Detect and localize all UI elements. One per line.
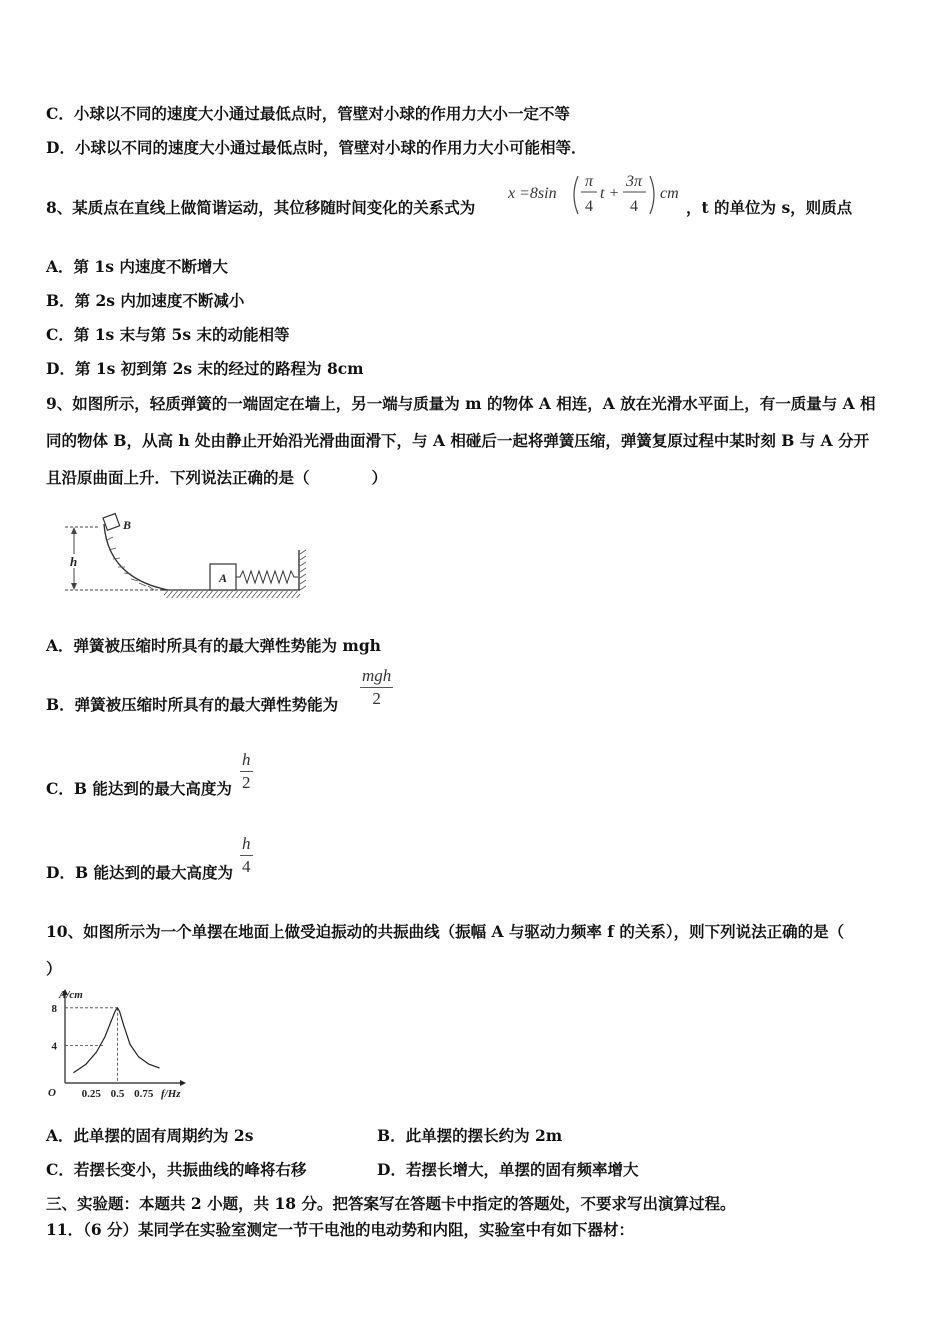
x-tick-label-0.25: 0.25 [81, 1088, 101, 1100]
q8-option-c: C．第 1s 末与第 5s 末的动能相等 [46, 325, 290, 344]
left-paren [574, 176, 578, 214]
formula-lhs: x =8sin [508, 185, 557, 202]
x-axis-label: f/Hz [161, 1088, 181, 1100]
frac2-num: 3π [625, 173, 643, 190]
x-tick-label-0.5: 0.5 [110, 1088, 125, 1100]
q9-option-b-fraction [360, 666, 393, 709]
q10-option-d: D．若摆长增大，单摆的固有频率增大 [377, 1160, 639, 1179]
q10-option-a: A．此单摆的固有周期约为 2s [46, 1126, 254, 1145]
origin-label: O [48, 1087, 56, 1099]
q8-formula [508, 170, 686, 220]
q9-option-d-fraction [240, 834, 253, 877]
frac-num: mgh [360, 666, 393, 688]
label-h: h [70, 554, 78, 569]
q9-option-b: B．弹簧被压缩时所具有的最大弹性势能为 [46, 695, 339, 714]
y-tick-label-4: 4 [51, 1040, 57, 1053]
q9-stem-line3: 且沿原曲面上升．下列说法正确的是（ ） [46, 468, 388, 487]
frac-den: 2 [372, 689, 381, 708]
frac-num: h [240, 750, 253, 772]
frac2-den: 4 [630, 198, 638, 215]
x-axis-arrow [180, 1080, 186, 1086]
q10-stem-line2: ） [46, 959, 62, 978]
q9-option-c-fraction [240, 750, 253, 793]
block-b [103, 514, 120, 531]
frac-den: 2 [242, 773, 251, 792]
label-a: A [219, 571, 228, 585]
resonance-curve [73, 1008, 159, 1073]
q11-stem: 11．（6 分）某同学在实验室测定一节干电池的电动势和内阻，实验室中有如下器材： [46, 1220, 635, 1239]
q8-option-d: D．第 1s 初到第 2s 末的经过的路程为 8cm [46, 359, 364, 378]
q9-option-d: D．B 能达到的最大高度为 [46, 863, 233, 882]
q9-stem-line2: 同的物体 B，从高 h 处由静止开始沿光滑曲面滑下，与 A 相碰后一起将弹簧压缩，弹簧复原过程中某时刻 B 与 A 分开 [46, 431, 870, 450]
q8-option-b: B．第 2s 内加速度不断减小 [46, 291, 245, 310]
q9-option-c: C．B 能达到的最大高度为 [46, 779, 232, 798]
spring [236, 571, 298, 583]
resonance-chart [40, 985, 200, 1105]
q10-option-b: B．此单摆的摆长约为 2m [377, 1126, 563, 1145]
right-paren [650, 176, 654, 214]
q9-option-a: A．弹簧被压缩时所具有的最大弹性势能为 mgh [46, 636, 381, 655]
q8-stem-after: ，t 的单位为 s，则质点 [686, 198, 853, 217]
q9-figure [60, 510, 320, 605]
q7-option-c: C．小球以不同的速度大小通过最低点时，管壁对小球的作用力大小一定不等 [46, 104, 570, 123]
frac1-num: π [584, 173, 594, 190]
frac-num: h [240, 834, 253, 856]
q10-option-c: C．若摆长变小，共振曲线的峰将右移 [46, 1160, 307, 1179]
frac-den: 4 [242, 857, 251, 876]
section3-heading: 三、实验题：本题共 2 小题，共 18 分。把答案写在答题卡中指定的答题处，不要求写出演算过程。 [46, 1194, 736, 1213]
x-tick-label-0.75: 0.75 [134, 1088, 154, 1100]
formula-unit: cm [660, 185, 679, 202]
formula-t: t + [600, 185, 620, 202]
q7-option-d: D．小球以不同的速度大小通过最低点时，管壁对小球的作用力大小可能相等． [46, 138, 587, 157]
y-axis-label: A/cm [59, 989, 83, 1001]
frac1-den: 4 [585, 198, 593, 215]
label-b: B [123, 518, 132, 532]
q9-stem-line1: 9、如图所示，轻质弹簧的一端固定在墙上，另一端与质量为 m 的物体 A 相连，A 放在光滑水平面上，有一质量与 A 相 [46, 394, 876, 413]
slope-hatch [107, 537, 154, 590]
q8-option-a: A．第 1s 内速度不断增大 [46, 257, 228, 276]
ground-hatch [164, 591, 300, 598]
y-tick-label-8: 8 [51, 1002, 57, 1015]
q10-stem-line1: 10、如图所示为一个单摆在地面上做受迫振动的共振曲线（振幅 A 与驱动力频率 f 的关系），则下列说法正确的是（ [46, 922, 845, 941]
q8-stem-before: 8、某质点在直线上做简谐运动，其位移随时间变化的关系式为 [46, 198, 476, 217]
wall-hatch [300, 550, 306, 590]
